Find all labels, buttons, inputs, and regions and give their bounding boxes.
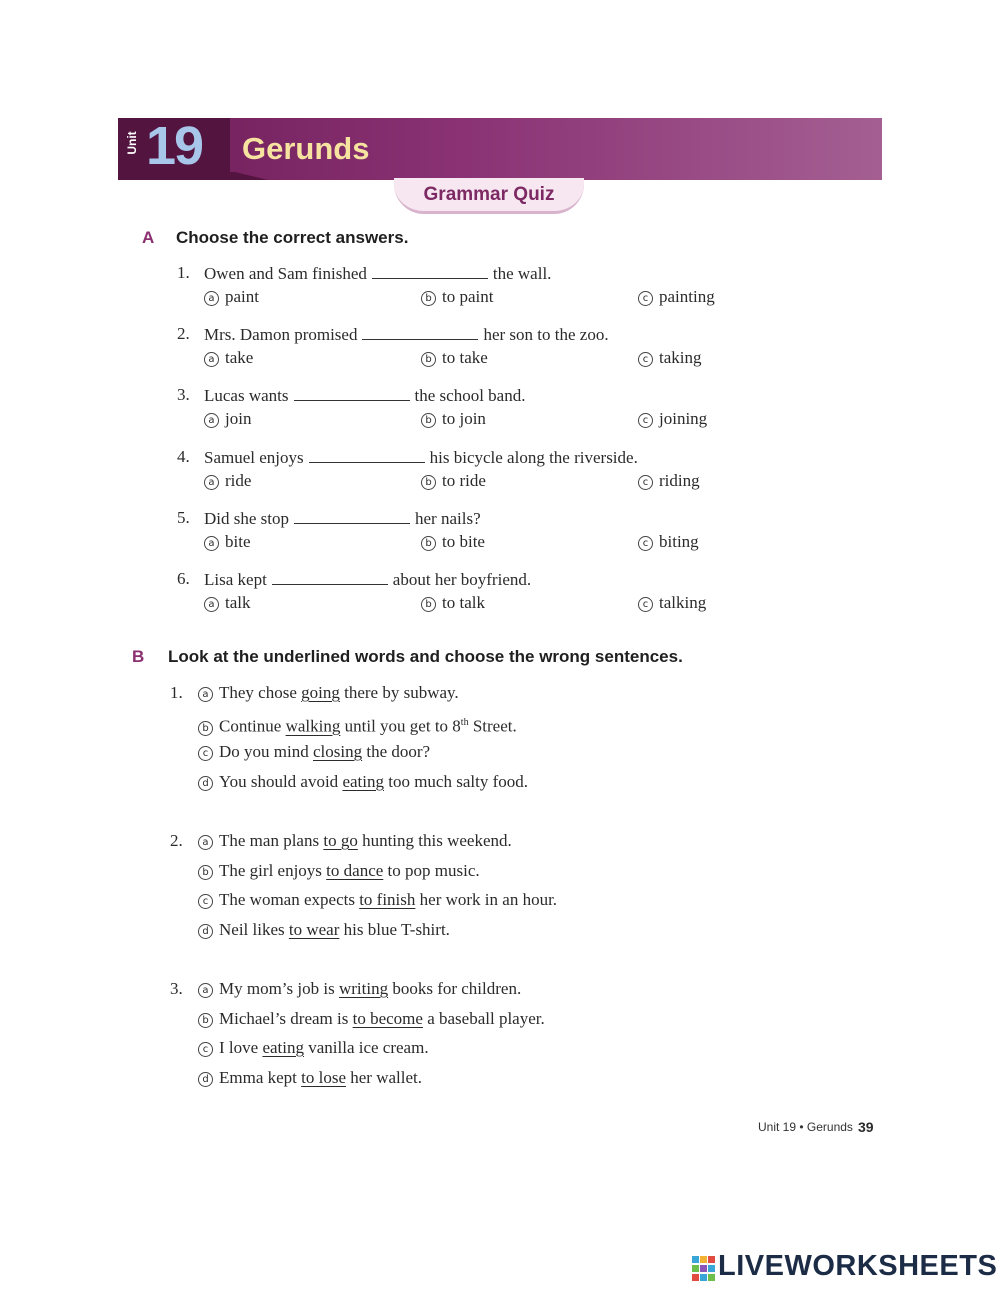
sentence-text: books for children. (388, 979, 522, 998)
answer-option[interactable] (204, 408, 251, 430)
stem-before: Lisa kept (204, 570, 267, 589)
question-number: 1. (177, 263, 190, 282)
option-letter-icon: b (421, 536, 436, 551)
option-letter-icon: c (198, 746, 213, 761)
stem-before: Mrs. Damon promised (204, 325, 358, 344)
option-text: ride (225, 471, 252, 490)
answer-blank[interactable] (309, 446, 425, 463)
sentence-text: The woman expects (219, 890, 360, 909)
sentence-text: Street. (468, 716, 517, 736)
underlined-word: eating (342, 772, 384, 791)
sentence-text: hunting this weekend. (357, 831, 512, 850)
sentence-option[interactable] (198, 830, 512, 852)
question-stem (204, 323, 609, 346)
answer-option[interactable] (204, 286, 259, 308)
option-text: to paint (442, 287, 494, 306)
stem-after: the wall. (492, 264, 552, 283)
question-number: 3. (170, 979, 183, 998)
stem-after: the school band. (414, 386, 526, 405)
question-stem (204, 384, 525, 407)
answer-option[interactable] (638, 592, 706, 614)
option-text: paint (225, 287, 259, 306)
answer-option[interactable] (421, 347, 488, 369)
option-text: to join (442, 409, 486, 428)
option-text: join (225, 409, 252, 428)
sentence-option[interactable] (198, 771, 528, 793)
answer-option[interactable] (204, 592, 251, 614)
stem-after: about her boyfriend. (392, 570, 532, 589)
sentence-text: the door? (362, 742, 431, 761)
option-letter-icon: b (421, 352, 436, 367)
option-letter-icon: d (198, 924, 213, 939)
question-number: 1. (170, 683, 183, 702)
underlined-word: writing (338, 979, 389, 998)
underlined-word: going (301, 683, 340, 702)
option-letter-icon: a (204, 352, 219, 367)
sentence-text: I love (219, 1038, 263, 1057)
answer-option[interactable] (204, 347, 253, 369)
answer-option[interactable] (638, 408, 707, 430)
page-title: Gerunds (242, 131, 370, 166)
underlined-word: eating (262, 1038, 304, 1057)
sentence-option[interactable] (198, 682, 459, 704)
underlined-word: walking (285, 716, 341, 736)
question-number: 3. (177, 385, 190, 404)
sentence-option[interactable] (198, 978, 521, 1000)
question-stem (204, 262, 551, 285)
option-text: taking (659, 348, 702, 367)
question-number: 5. (177, 508, 190, 527)
unit-label: Unit (125, 131, 139, 155)
underlined-word: to dance (326, 861, 384, 880)
sentence-text: They chose (219, 683, 302, 702)
sentence-text: her work in an hour. (415, 890, 558, 909)
option-text: to talk (442, 593, 485, 612)
option-text: to ride (442, 471, 486, 490)
stem-before: Did she stop (204, 509, 289, 528)
sentence-text: The man plans (219, 831, 324, 850)
ordinal-superscript: th (460, 717, 469, 728)
answer-option[interactable] (421, 531, 485, 553)
sentence-text: Michael’s dream is (219, 1009, 353, 1028)
footer-label: Unit 19 • Gerunds (758, 1120, 853, 1134)
option-text: painting (659, 287, 715, 306)
sentence-text: You should avoid (219, 772, 343, 791)
sentence-text: his blue T-shirt. (339, 920, 450, 939)
answer-option[interactable] (204, 470, 251, 492)
option-text: joining (659, 409, 708, 428)
question-number: 4. (177, 447, 190, 466)
underlined-word: to wear (288, 920, 340, 939)
option-letter-icon: a (198, 983, 213, 998)
sentence-option[interactable] (198, 1067, 422, 1089)
answer-blank[interactable] (372, 262, 488, 279)
page-number: 39 (858, 1119, 874, 1135)
sentence-text: too much salty food. (383, 772, 528, 791)
option-text: biting (659, 532, 699, 551)
answer-option[interactable] (638, 531, 699, 553)
sentence-text: vanilla ice cream. (303, 1038, 429, 1057)
underlined-word: to become (352, 1009, 423, 1028)
option-letter-icon: c (638, 352, 653, 367)
sentence-text: Continue (219, 716, 286, 736)
sentence-option[interactable] (198, 919, 450, 941)
stem-before: Lucas wants (204, 386, 289, 405)
sentence-option[interactable] (198, 1037, 429, 1059)
question-number: 6. (177, 569, 190, 588)
answer-option[interactable] (638, 347, 702, 369)
sentence-option[interactable] (198, 889, 557, 911)
option-letter-icon: c (638, 475, 653, 490)
option-text: to take (442, 348, 488, 367)
section-b-instruction: Look at the underlined words and choose the wrong sentences. (168, 647, 683, 666)
answer-option[interactable] (421, 286, 493, 308)
question-stem (204, 446, 638, 469)
option-text: take (225, 348, 254, 367)
option-letter-icon: a (204, 291, 219, 306)
sentence-option[interactable] (198, 741, 430, 763)
sentence-option[interactable] (198, 1008, 545, 1030)
option-letter-icon: a (204, 536, 219, 551)
stem-after: her nails? (415, 509, 481, 528)
question-number: 2. (170, 831, 183, 850)
answer-option[interactable] (421, 408, 486, 430)
stem-after: her son to the zoo. (483, 325, 609, 344)
stem-before: Owen and Sam finished (204, 264, 367, 283)
option-letter-icon: c (198, 1042, 213, 1057)
option-letter-icon: b (421, 413, 436, 428)
option-letter-icon: b (198, 721, 213, 736)
option-letter-icon: c (198, 894, 213, 909)
liveworksheets-logo-icon (692, 1256, 716, 1282)
question-stem (204, 568, 531, 591)
sentence-text: My mom’s job is (219, 979, 339, 998)
option-letter-icon: a (204, 413, 219, 428)
underlined-word: to go (323, 831, 358, 850)
sentence-text: until you get to 8 (340, 716, 461, 736)
option-text: to bite (442, 532, 485, 551)
underlined-word: to finish (359, 890, 416, 909)
option-letter-icon: c (638, 597, 653, 612)
sentence-text: her wallet. (346, 1068, 423, 1087)
option-text: talk (225, 593, 251, 612)
underlined-word: closing (312, 742, 363, 761)
stem-before: Samuel enjoys (204, 448, 304, 467)
option-letter-icon: a (204, 475, 219, 490)
option-letter-icon: a (198, 835, 213, 850)
liveworksheets-watermark: LIVEWORKSHEETS (718, 1250, 998, 1282)
question-number: 2. (177, 324, 190, 343)
answer-blank[interactable] (362, 323, 478, 340)
sentence-text: Neil likes (219, 920, 289, 939)
option-text: talking (659, 593, 707, 612)
answer-option[interactable] (421, 592, 485, 614)
sentence-text: there by subway. (339, 683, 459, 702)
stem-after: his bicycle along the riverside. (429, 448, 638, 467)
section-a-instruction: Choose the correct answers. (176, 228, 409, 247)
section-b-letter: B (132, 647, 145, 666)
section-a-letter: A (142, 228, 155, 247)
option-letter-icon: c (638, 291, 653, 306)
option-text: bite (225, 532, 251, 551)
answer-option[interactable] (638, 286, 715, 308)
answer-option[interactable] (638, 470, 700, 492)
sentence-text: Emma kept (219, 1068, 302, 1087)
answer-blank[interactable] (294, 384, 410, 401)
option-letter-icon: d (198, 1072, 213, 1087)
answer-blank[interactable] (294, 507, 410, 524)
answer-option[interactable] (421, 470, 486, 492)
sentence-option[interactable] (198, 712, 517, 738)
question-stem (204, 507, 481, 530)
quiz-tab: Grammar Quiz (394, 178, 584, 214)
unit-number: 19 (146, 116, 203, 176)
sentence-text: to pop music. (383, 861, 480, 880)
option-letter-icon: b (421, 291, 436, 306)
option-letter-icon: c (638, 536, 653, 551)
option-letter-icon: b (198, 865, 213, 880)
sentence-text: The girl enjoys (219, 861, 327, 880)
option-letter-icon: d (198, 776, 213, 791)
option-text: riding (659, 471, 700, 490)
option-letter-icon: a (198, 687, 213, 702)
option-letter-icon: a (204, 597, 219, 612)
sentence-text: Do you mind (219, 742, 313, 761)
sentence-option[interactable] (198, 860, 480, 882)
option-letter-icon: c (638, 413, 653, 428)
option-letter-icon: b (421, 475, 436, 490)
title-banner (118, 118, 882, 180)
option-letter-icon: b (198, 1013, 213, 1028)
sentence-text: a baseball player. (422, 1009, 545, 1028)
answer-option[interactable] (204, 531, 251, 553)
option-letter-icon: b (421, 597, 436, 612)
answer-blank[interactable] (272, 568, 388, 585)
underlined-word: to lose (301, 1068, 347, 1087)
